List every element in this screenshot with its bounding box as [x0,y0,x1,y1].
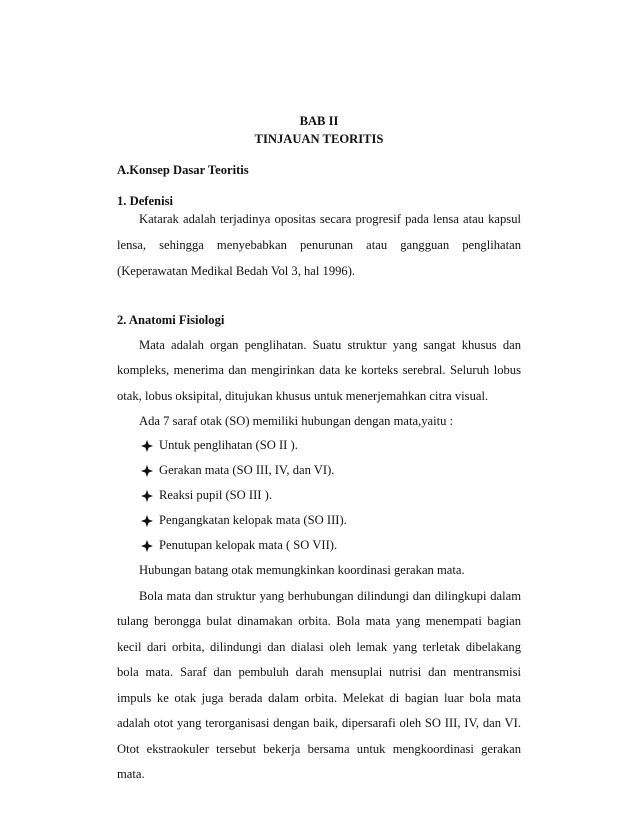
anatomi-para2-line: Bola mata dan struktur yang berhubungan dilindungi dan dilingkupi dalam [139,589,521,603]
bullet-item: Reaksi pupil (SO III ). [159,488,272,502]
bullet-item: Penutupan kelopak mata ( SO VII). [159,538,338,552]
anatomi-para1-line: otak, lobus oksipital, ditujukan khusus untuk menerjemahkan citra visual. [117,389,489,403]
section-a-title: A.Konsep Dasar Teoritis [117,163,249,177]
anatomi-para2-line: impuls ke otak juga berada dalam orbita. Melekat di bagian luar bola mata [117,691,521,705]
definisi-line: Katarak adalah terjadinya opositas secara progresif pada lensa atau kapsul [139,212,521,226]
anatomi-para2-line: tulang berongga bulat dinamakan orbita. Bola mata yang menempati bagian [117,614,521,628]
anatomi-para1-line: Mata adalah organ penglihatan. Suatu struktur yang sangat khusus dan [139,338,521,352]
diamond-bullet-icon [141,440,153,452]
anatomi-intro: Ada 7 saraf otak (SO) memiliki hubungan dengan mata,yaitu : [139,414,454,428]
bullet-item: Untuk penglihatan (SO II ). [159,438,298,452]
diamond-bullet-icon [141,490,153,502]
definisi-line: (Keperawatan Medikal Bedah Vol 3, hal 1996). [117,264,356,278]
diamond-bullet-icon [141,465,153,477]
anatomi-para2-line: adalah otot yang terorganisasi dengan baik, dipersarafi oleh SO III, IV, dan VI. [117,716,521,730]
diamond-bullet-icon [141,515,153,527]
hubungan-text: Hubungan batang otak memungkinkan koordinasi gerakan mata. [139,563,465,577]
anatomi-heading: 2. Anatomi Fisiologi [117,313,225,327]
definisi-line: lensa, sehingga menyebabkan penurunan atau gangguan penglihatan [117,238,521,252]
chapter-number: BAB II [299,114,339,128]
definisi-heading: 1. Defenisi [117,194,173,208]
anatomi-para2-line: bola mata. Saraf dan pembuluh darah mensuplai nutrisi dan mentransmisi [117,665,521,679]
bullet-item: Gerakan mata (SO III, IV, dan VI). [159,463,335,477]
anatomi-para2-line: Otot ekstraokuler tersebut bekerja bersama untuk mengkoordinasi gerakan [117,742,521,756]
anatomi-para2-line: kecil dari orbita, dilindungi dan dialasi oleh lemak yang terletak dibelakang [117,640,521,654]
anatomi-para2-line: mata. [117,767,145,781]
anatomi-para1-line: kompleks, menerima dan mengirinkan data ke korteks serebral. Seluruh lobus [117,363,521,377]
diamond-bullet-icon [141,540,153,552]
bullet-item: Pengangkatan kelopak mata (SO III). [159,513,347,527]
chapter-title: TINJAUAN TEORITIS [254,132,384,146]
